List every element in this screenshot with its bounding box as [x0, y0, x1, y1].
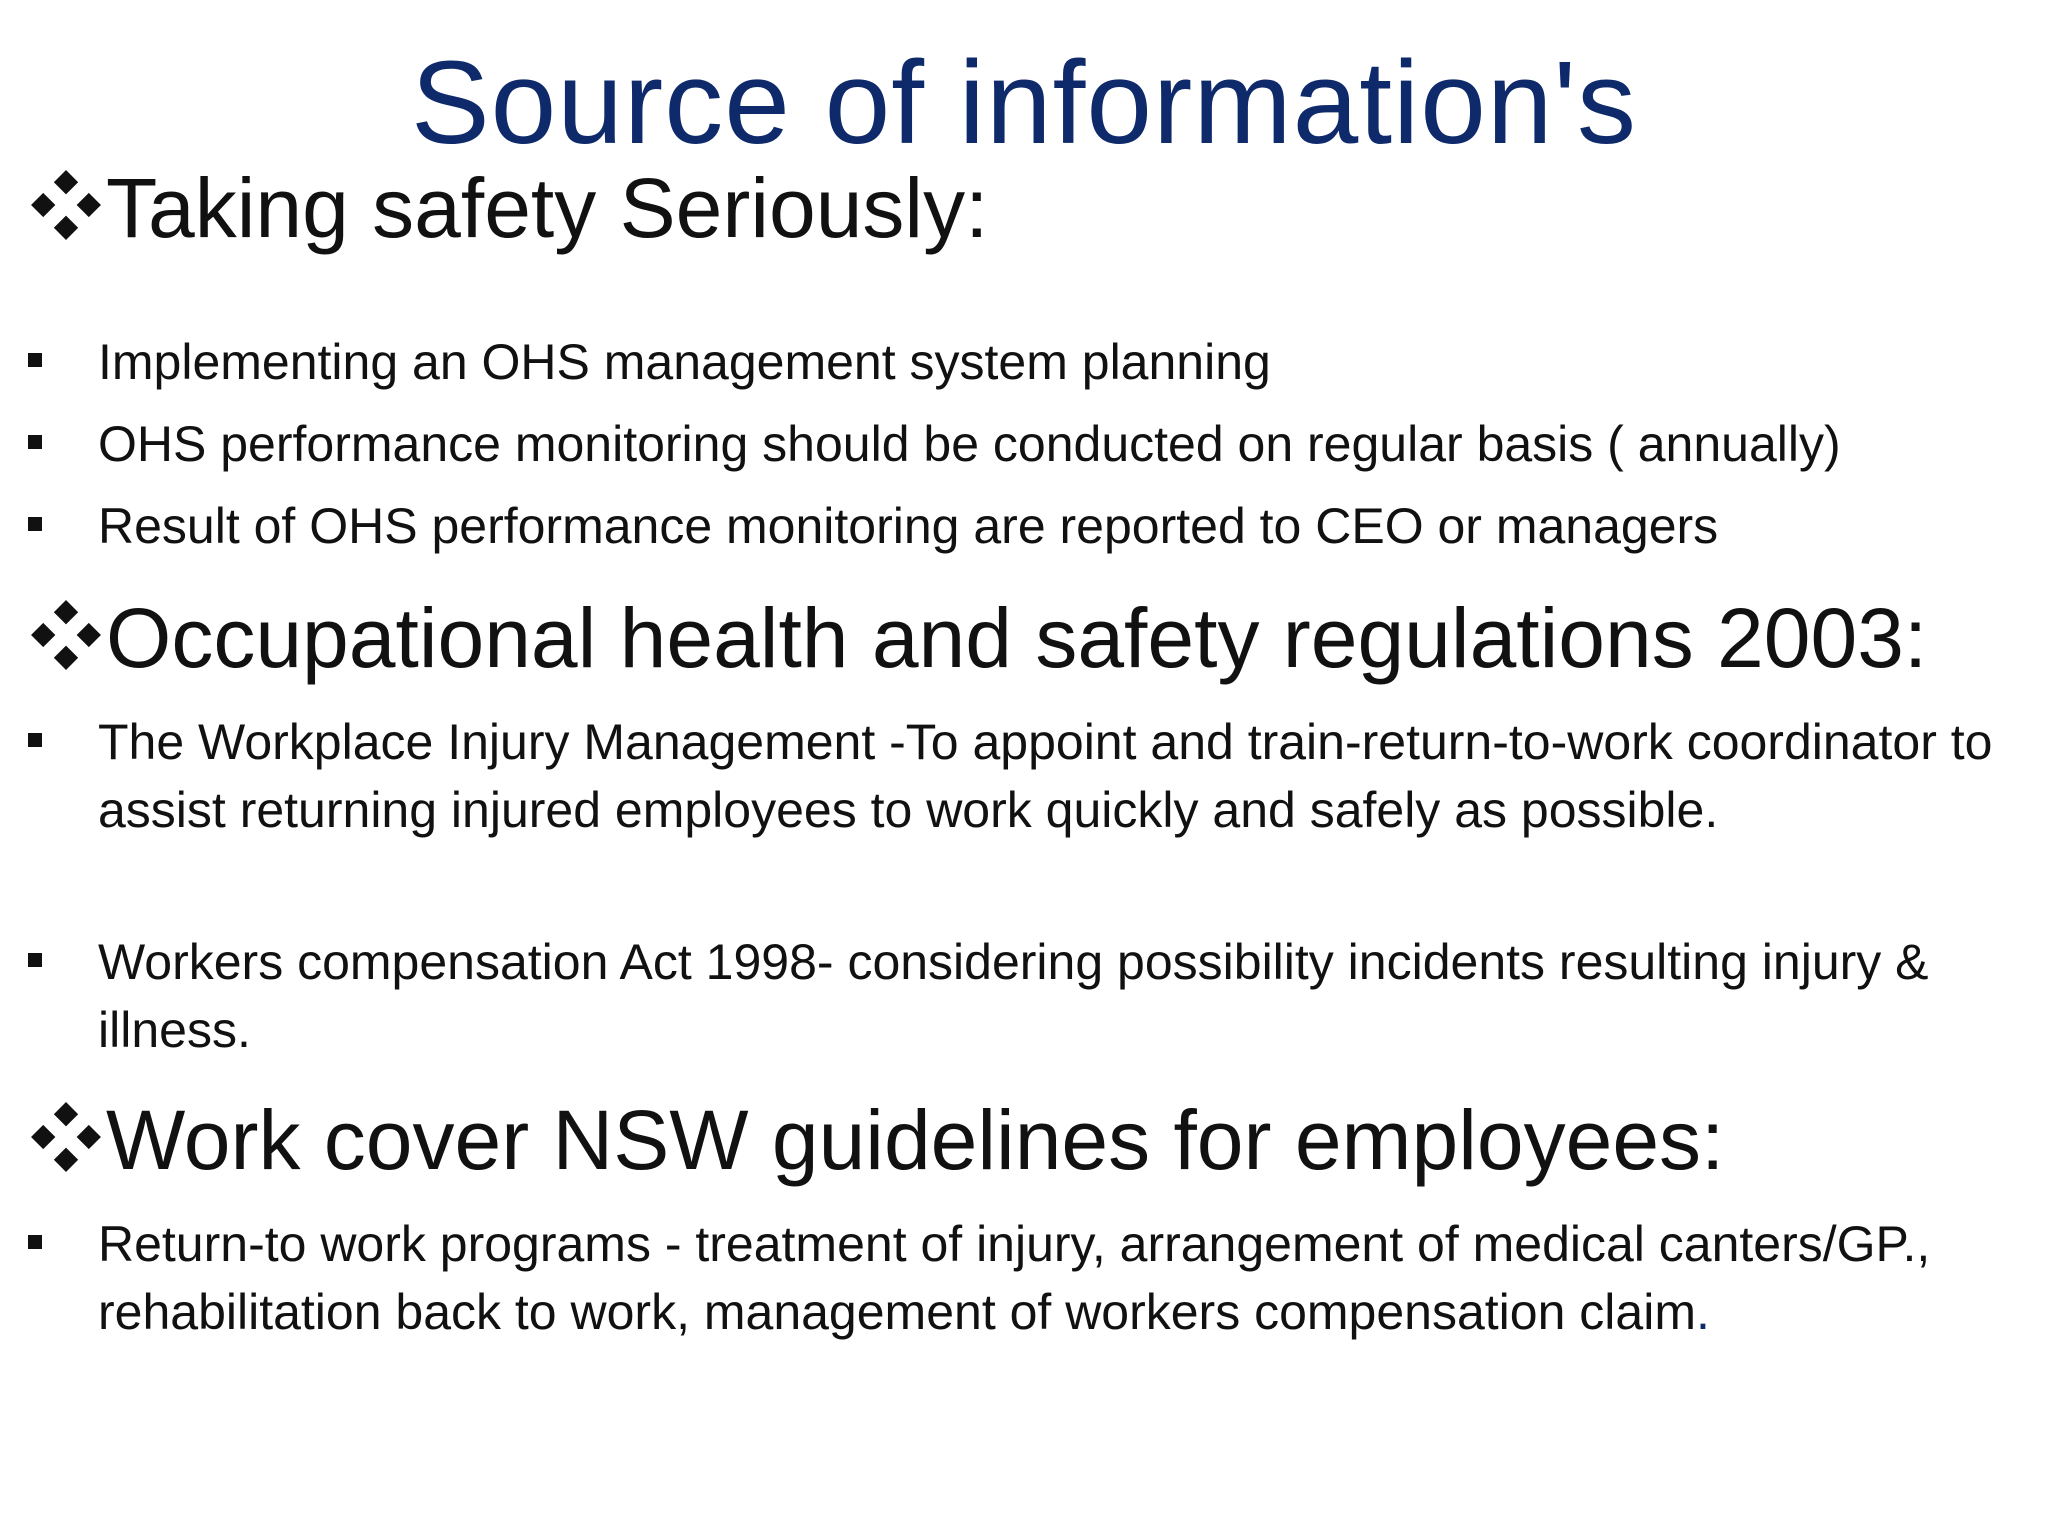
list-item — [28, 1210, 2038, 1346]
list-item-text: Implementing an OHS management system planning — [98, 334, 1271, 390]
four-diamond-icon — [28, 1099, 104, 1175]
square-bullet-icon — [28, 733, 42, 747]
list-item-text: The Workplace Injury Management -To appoint and train-return-to-work coordinator to assist returning injured employees to work quickly and safely as possible. — [98, 714, 1993, 838]
section-heading-taking-safety — [28, 160, 988, 256]
list-item — [28, 410, 2038, 478]
section-heading-text: Occupational health and safety regulations 2003: — [106, 591, 1928, 685]
list-item — [28, 928, 2038, 1064]
four-diamond-icon — [28, 167, 104, 243]
four-diamond-icon — [28, 597, 104, 673]
list-item-text: Result of OHS performance monitoring are reported to CEO or managers — [98, 498, 1719, 554]
square-bullet-icon — [28, 1235, 42, 1249]
list-item — [28, 492, 2038, 560]
section-heading-workcover-nsw — [28, 1092, 1724, 1188]
square-bullet-icon — [28, 435, 42, 449]
section-heading-ohs-regulations — [28, 590, 1927, 686]
list-item-text-main: Return-to work programs - treatment of injury, arrangement of medical canters/GP., rehabilitation back to work, management of workers compensation claim — [98, 1216, 1931, 1340]
square-bullet-icon — [28, 953, 42, 967]
list-item-text: Workers compensation Act 1998- considering possibility incidents resulting injury & illness. — [98, 934, 1929, 1058]
square-bullet-icon — [28, 517, 42, 531]
list-item — [28, 328, 2038, 396]
section-heading-text: Work cover NSW guidelines for employees: — [106, 1093, 1725, 1187]
list-item-text-end: . — [1695, 1284, 1710, 1340]
square-bullet-icon — [28, 353, 42, 367]
section-heading-text: Taking safety Seriously: — [106, 161, 989, 255]
list-item — [28, 708, 2038, 844]
slide-title: Source of information's — [410, 37, 1638, 169]
list-item-text: OHS performance monitoring should be conducted on regular basis ( annually) — [98, 416, 1841, 472]
list-item-text — [98, 1210, 2048, 1346]
